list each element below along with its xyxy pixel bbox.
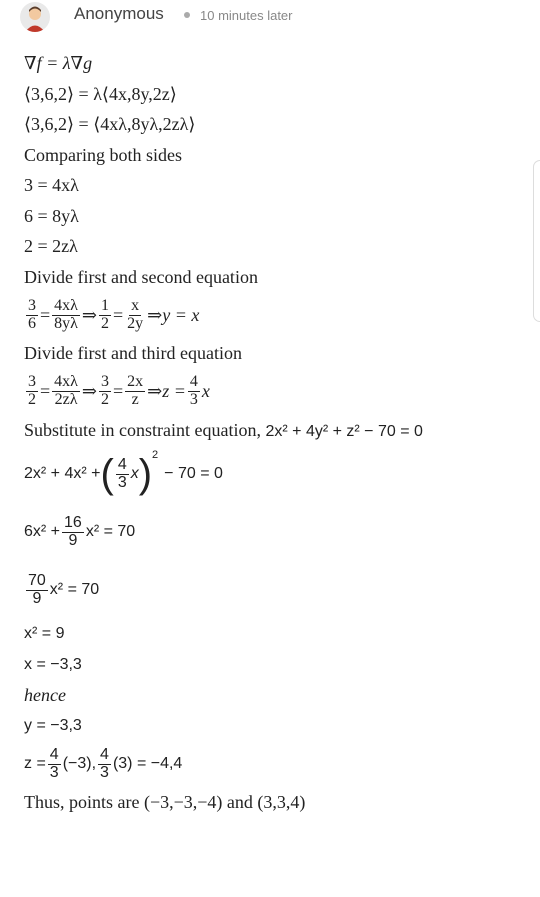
fraction: $\frac{4x\lambda}{8y\lambda}$: [54, 296, 78, 332]
fraction: $\frac{4}{3}$: [100, 745, 109, 781]
fraction: $\frac{2x}{z}$: [127, 373, 144, 408]
fraction: $\frac{3}{2}$: [101, 373, 110, 408]
simplified-equation: $\frac{70}{9}$ x² = 70: [28, 571, 100, 607]
separator-dot: [184, 12, 190, 18]
x-values: x = −3,3: [24, 655, 82, 673]
final-points: Thus, points are (−3,−3,−4) and (3,3,4): [24, 792, 306, 812]
fraction: $\frac{x}{2y}$: [127, 296, 144, 332]
combined-equation: 6x² + $\frac{16}{9}$ x² = 70: [24, 513, 136, 549]
fraction: $\frac{4}{3}$: [49, 745, 59, 781]
divide-first-third-text: Divide first and third equation: [24, 343, 242, 363]
answer-timestamp: 10 minutes later: [200, 8, 293, 23]
side-panel-edge[interactable]: [533, 160, 540, 322]
fraction: $\frac{16}{9}$: [64, 513, 82, 549]
fraction: $\frac{70}{9}$: [28, 571, 46, 607]
hence-text: hence: [24, 685, 66, 705]
equation-two: 6 = 8yλ: [24, 205, 79, 226]
fraction: $\frac{4}{3}$: [117, 455, 127, 491]
author-name[interactable]: Anonymous: [74, 4, 164, 23]
fraction: $\frac{1}{2}$: [101, 296, 110, 332]
x-squared-result: x² = 9: [24, 625, 65, 642]
divide-first-second-text: Divide first and second equation: [24, 266, 258, 287]
fraction: $\frac{4}{3}$: [189, 373, 198, 408]
answer-header: [0, 0, 540, 36]
ratio-first-third: $\frac{3}{2}$ = $\frac{4x\lambda}{2z\lambda}$ ⇒ $\frac{3}{2}$ = $\frac{2x}{z}$ ⇒ z = $\frac{4}{3}$ x: [28, 373, 210, 408]
y-values: y = −3,3: [24, 716, 82, 734]
constraint-line: Substitute in constraint equation, 2x² + 4y² + z² − 70 = 0: [24, 419, 423, 440]
solution-body: [24, 48, 529, 818]
fraction: $\frac{4x\lambda}{2z\lambda}$: [54, 373, 78, 408]
vector-equation: ⟨3,6,2⟩ = λ⟨4x,8y,2z⟩: [24, 83, 177, 104]
user-avatar-icon[interactable]: [20, 2, 50, 32]
equation-one: 3 = 4xλ: [24, 175, 79, 195]
fraction: $\frac{3}{6}$: [28, 296, 36, 332]
z-values: z = $\frac{4}{3}$ (−3), $\frac{4}{3}$ (3) = −4,4: [24, 745, 183, 781]
ratio-first-second: $\frac{3}{6}$ = $\frac{4x\lambda}{8y\lambda}$ ⇒ $\frac{1}{2}$ = $\frac{x}{2y}$ ⇒ y = x: [28, 296, 200, 332]
substituted-equation: 2x² + 4x² + ( $\frac{4}{3}$ x ) $^2$ − 70 = 0: [24, 449, 223, 496]
comparing-text: Comparing both sides: [24, 144, 182, 165]
gradient-equation: ∇f = λ∇g: [24, 53, 93, 73]
equation-three: 2 = 2zλ: [24, 236, 78, 256]
fraction: $\frac{3}{2}$: [28, 373, 36, 408]
vector-equation-expanded: ⟨3,6,2⟩ = ⟨4xλ,8yλ,2zλ⟩: [24, 114, 196, 134]
